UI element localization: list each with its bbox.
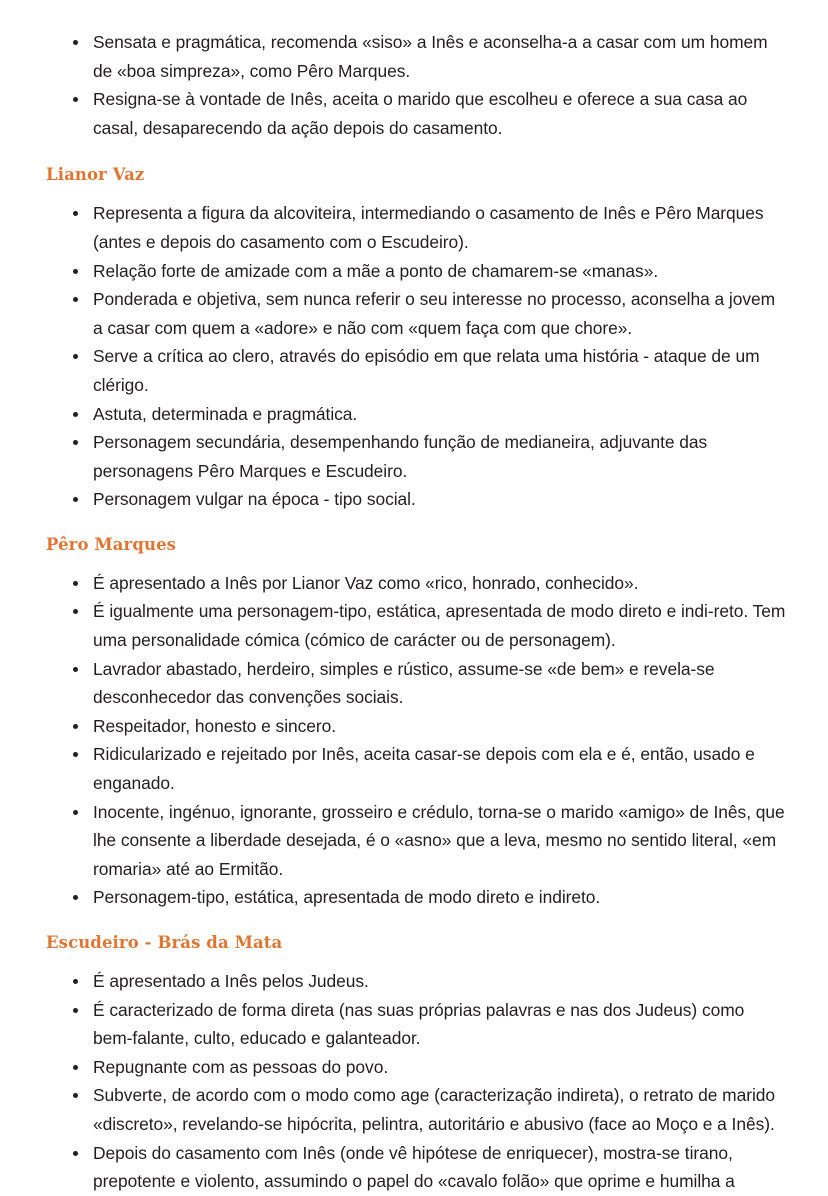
document-body bbox=[40, 28, 788, 1196]
bullet-dot-icon bbox=[73, 810, 78, 815]
list-item-text: Personagem vulgar na época - tipo social. bbox=[93, 489, 416, 510]
section-heading-escudeiro-block bbox=[40, 934, 788, 953]
bullet-dot-icon bbox=[73, 97, 78, 102]
bullet-dot-icon bbox=[73, 412, 78, 417]
bullet-dot-icon bbox=[73, 40, 78, 45]
list-item-text: Inocente, ingénuo, ignorante, grosseiro e crédulo, torna-se o marido «amigo» de Inês, que lhe consente a liberdade desejada, é o «asno» que a leva, mesmo no sentido literal, «em romaria» até ao Ermitão. bbox=[93, 801, 785, 879]
bullet-dot-icon bbox=[73, 1065, 78, 1070]
section-heading-pero-marques: Pêro Marques bbox=[46, 534, 177, 554]
bullet-dot-icon bbox=[73, 1093, 78, 1098]
list-item-text: Resigna-se à vontade de Inês, aceita o marido que escolheu e oferece a sua casa ao casal, desaparecendo da ação depois do casamento. bbox=[93, 89, 748, 138]
list-item bbox=[60, 342, 788, 399]
list-item bbox=[60, 285, 788, 342]
list-item bbox=[60, 428, 788, 485]
bullet-dot-icon bbox=[73, 581, 78, 586]
list-item bbox=[60, 257, 788, 286]
bullet-list-lianor-vaz bbox=[40, 199, 788, 514]
list-item-text: Depois do casamento com Inês (onde vê hipótese de enriquecer), mostra-se tirano, prepotente e violento, assumindo o papel do «cavalo folão» que oprime e humilha a bbox=[93, 1142, 735, 1192]
list-item bbox=[60, 597, 788, 654]
list-item bbox=[60, 569, 788, 598]
bullet-dot-icon bbox=[73, 667, 78, 672]
section-heading-pero-marques-block bbox=[40, 536, 788, 555]
list-item bbox=[60, 400, 788, 429]
list-item-text: É igualmente uma personagem-tipo, estática, apresentada de modo direto e indi-reto. Tem uma personalidade cómica (cómico de carácter ou de personagem). bbox=[93, 601, 786, 651]
list-item-text: Repugnante com as pessoas do povo. bbox=[93, 1056, 389, 1077]
list-item bbox=[60, 85, 788, 142]
bullet-dot-icon bbox=[73, 609, 78, 614]
list-item bbox=[60, 996, 788, 1053]
list-item bbox=[60, 883, 788, 912]
list-item bbox=[60, 28, 788, 85]
bullet-dot-icon bbox=[73, 440, 78, 445]
bullet-dot-icon bbox=[73, 1151, 78, 1156]
list-item-text: Respeitador, honesto e sincero. bbox=[93, 715, 337, 736]
list-item bbox=[60, 798, 788, 884]
section-heading-escudeiro: Escudeiro - Brás da Mata bbox=[46, 932, 283, 952]
list-item-text: Lavrador abastado, herdeiro, simples e rústico, assume-se «de bem» e revela-se desconhecedor das convenções sociais. bbox=[93, 658, 715, 708]
bullet-dot-icon bbox=[73, 497, 78, 502]
list-item bbox=[60, 199, 788, 256]
list-item bbox=[60, 1053, 788, 1082]
bullet-dot-icon bbox=[73, 211, 78, 216]
list-item bbox=[60, 1081, 788, 1138]
section-heading-lianor-vaz: Lianor Vaz bbox=[46, 165, 145, 185]
bullet-dot-icon bbox=[73, 752, 78, 757]
list-item bbox=[60, 1139, 788, 1196]
list-item-text: Sensata e pragmática, recomenda «siso» a Inês e aconselha-a a casar com um homem de «boa simpreza», como Pêro Marques. bbox=[93, 32, 768, 81]
list-item-text: Relação forte de amizade com a mãe a ponto de chamarem-se «manas». bbox=[93, 260, 659, 281]
list-item-text: Representa a figura da alcoviteira, intermediando o casamento de Inês e Pêro Marques (antes e depois do casamento com o Escudeiro). bbox=[93, 203, 764, 252]
section-heading-lianor-vaz-block bbox=[40, 166, 788, 185]
bullet-dot-icon bbox=[73, 354, 78, 359]
list-item-text: Subverte, de acordo com o modo como age (caracterização indireta), o retrato de marido «discreto», revelando-se hipócrita, pelintra, autoritário e abusivo (face ao Moço e a Inês). bbox=[93, 1085, 776, 1134]
list-item-text: Personagem-tipo, estática, apresentada de modo direto e indireto. bbox=[93, 887, 601, 908]
bullet-dot-icon bbox=[73, 895, 78, 900]
list-item-text: Astuta, determinada e pragmática. bbox=[93, 403, 358, 424]
bullet-dot-icon bbox=[73, 724, 78, 729]
bullet-list-escudeiro bbox=[40, 967, 788, 1196]
bullet-list-pero-marques bbox=[40, 569, 788, 912]
list-item bbox=[60, 967, 788, 996]
bullet-dot-icon bbox=[73, 979, 78, 984]
list-item-text: Serve a crítica ao clero, através do episódio em que relata uma história - ataque de um clérigo. bbox=[93, 346, 760, 395]
list-item bbox=[60, 485, 788, 514]
bullet-dot-icon bbox=[73, 269, 78, 274]
list-item-text: Personagem secundária, desempenhando função de medianeira, adjuvante das personagens Pêro Marques e Escudeiro. bbox=[93, 432, 708, 481]
list-item-text: Ponderada e objetiva, sem nunca referir o seu interesse no processo, aconselha a jovem a casar com quem a «adore» e não com «quem faça com que chore». bbox=[93, 289, 776, 338]
list-item bbox=[60, 655, 788, 712]
bullet-list-continuation bbox=[40, 28, 788, 142]
list-item bbox=[60, 712, 788, 741]
bullet-dot-icon bbox=[73, 1008, 78, 1013]
list-item-text: É apresentado a Inês por Lianor Vaz como «rico, honrado, conhecido». bbox=[93, 572, 639, 593]
list-item-text: Ridicularizado e rejeitado por Inês, aceita casar-se depois com ela e é, então, usado e enganado. bbox=[93, 744, 755, 793]
bullet-dot-icon bbox=[73, 297, 78, 302]
list-item bbox=[60, 740, 788, 797]
list-item-text: É caracterizado de forma direta (nas suas próprias palavras e nas dos Judeus) como bem-falante, culto, educado e galanteador. bbox=[93, 999, 745, 1049]
list-item-text: É apresentado a Inês pelos Judeus. bbox=[93, 970, 369, 991]
